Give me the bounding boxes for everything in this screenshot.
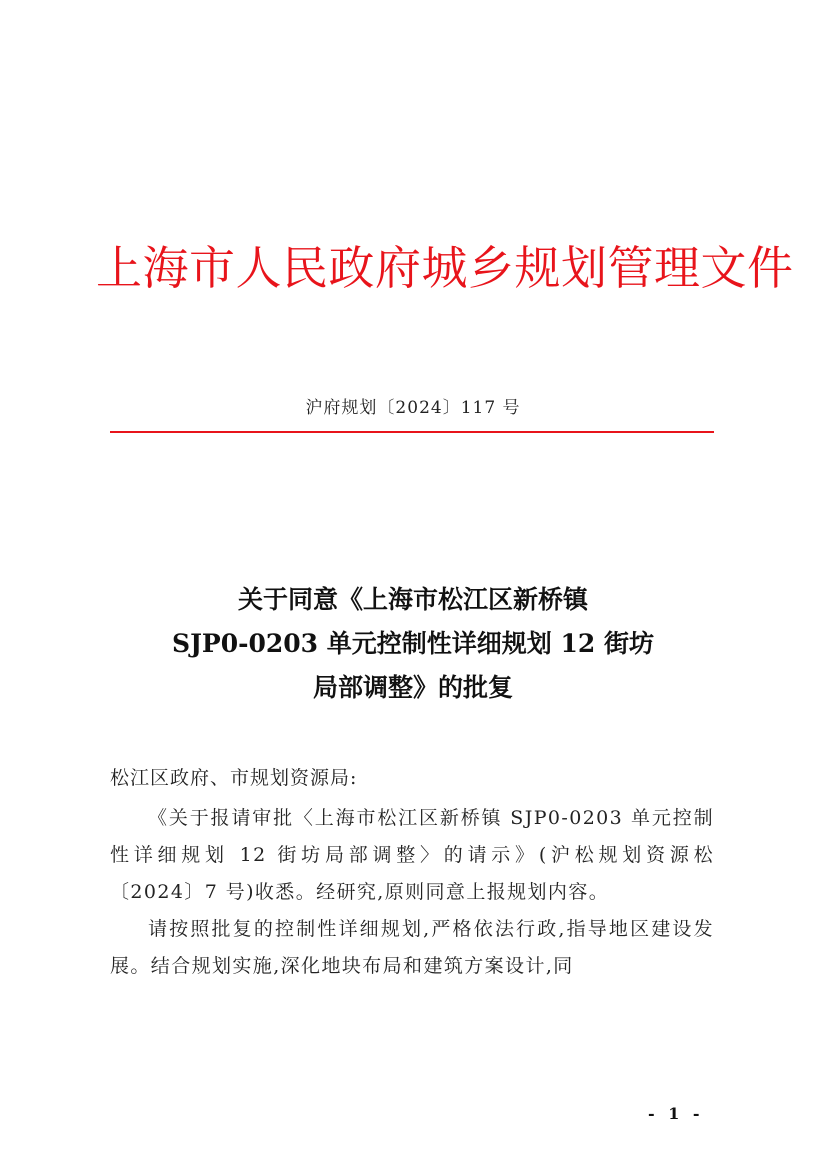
document-number: 沪府规划〔2024〕117 号 (305, 398, 521, 418)
document-title-line-1: 关于同意《上海市松江区新桥镇 (237, 585, 588, 614)
body-paragraph-2: 请按照批复的控制性详细规划,严格依法行政,指导地区建设发展。结合规划实施,深化地块布局和建筑方案设计,同 (110, 918, 714, 977)
document-title-line-2: SJP0-0203 单元控制性详细规划 12 街坊 (172, 629, 654, 658)
page-number: - 1 - (648, 1104, 704, 1123)
header-red-divider (110, 431, 714, 433)
document-title-line-3: 局部调整》的批复 (312, 673, 513, 702)
addressee: 松江区政府、市规划资源局: (110, 767, 358, 789)
document-header-title: 上海市人民政府城乡规划管理文件 (96, 241, 794, 295)
body-paragraph-1: 《关于报请审批〈上海市松江区新桥镇 SJP0-0203 单元控制性详细规划 12 街坊局部调整〉的请示》(沪松规划资源松〔2024〕7 号)收悉。经研究,原则同意上报规划内容。 (110, 807, 714, 903)
document-title (0, 578, 826, 710)
document-body (110, 760, 714, 985)
